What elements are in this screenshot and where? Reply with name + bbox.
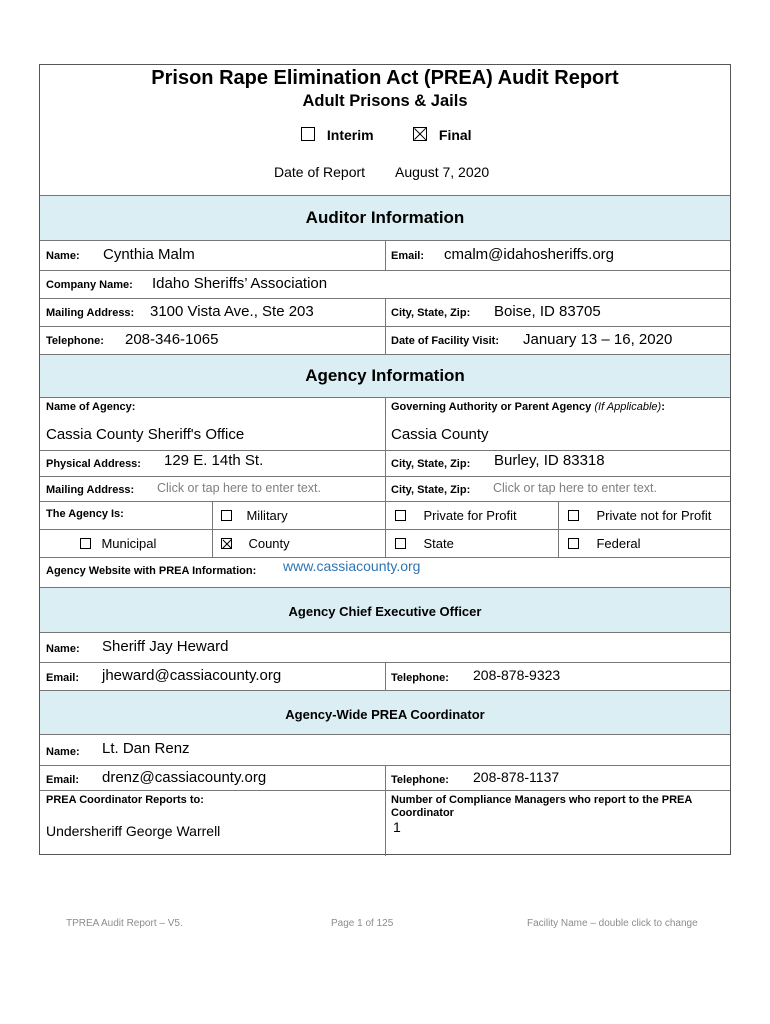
auditor-email[interactable]: cmalm@idahosheriffs.org: [444, 246, 615, 263]
compliance-managers-count[interactable]: 1: [393, 819, 401, 835]
facility-visit-label: Date of Facility Visit:: [391, 335, 499, 347]
agency-row-mailing: [40, 476, 730, 501]
final-option[interactable]: [413, 127, 472, 143]
option-state[interactable]: [395, 535, 454, 553]
agency-mailing-csz-label: City, State, Zip:: [391, 484, 471, 496]
agency-type-row-1: [40, 501, 730, 529]
county-checkbox[interactable]: [221, 538, 232, 549]
auditor-row-mailing: [40, 298, 730, 326]
coordinator-section-header: [40, 690, 730, 734]
option-federal[interactable]: [568, 535, 641, 553]
interim-option[interactable]: [301, 127, 374, 143]
agency-website-label: Agency Website with PREA Information:: [46, 565, 257, 577]
physical-address[interactable]: 129 E. 14th St.: [164, 452, 264, 469]
ceo-row-name: [40, 632, 730, 662]
coordinator-row-contact: [40, 765, 730, 790]
ceo-name-label: Name:: [46, 643, 80, 655]
reports-to[interactable]: Undersheriff George Warrell: [46, 823, 221, 839]
auditor-phone[interactable]: 208-346-1065: [125, 331, 219, 348]
auditor-section-header: [40, 195, 730, 240]
coordinator-email[interactable]: drenz@cassiacounty.org: [102, 769, 267, 786]
physical-address-label: Physical Address:: [46, 458, 141, 470]
governing-authority-label: [391, 401, 665, 413]
auditor-mailing-label: Mailing Address:: [46, 307, 135, 319]
auditor-row-company: [40, 270, 730, 298]
governing-authority-note: (If Applicable): [594, 401, 662, 413]
state-checkbox[interactable]: [395, 538, 406, 549]
option-municipal[interactable]: [80, 535, 156, 553]
military-label: Military: [246, 508, 288, 523]
compliance-managers-label-line-1: Number of Compliance Managers who report to the PREA: [391, 794, 693, 806]
option-county[interactable]: [221, 535, 290, 553]
footer-version: TPREA Audit Report – V5.: [66, 918, 183, 929]
ceo-section-header: [40, 587, 730, 632]
agency-csz-label: City, State, Zip:: [391, 458, 471, 470]
agency-type-label: The Agency Is:: [46, 508, 124, 520]
company-name-label: Company Name:: [46, 279, 133, 291]
coordinator-heading: Agency-Wide PREA Coordinator: [285, 707, 485, 722]
date-of-report-label: Date of Report: [274, 164, 366, 180]
governing-authority[interactable]: Cassia County: [391, 426, 489, 443]
auditor-row-phone: [40, 326, 730, 354]
private-not-for-profit-label: Private not for Profit: [596, 508, 712, 523]
agency-mailing-csz-input[interactable]: Click or tap here to enter text.: [493, 481, 657, 495]
ceo-phone-label: Telephone:: [391, 672, 449, 684]
state-label: State: [423, 536, 454, 551]
agency-row-name: [40, 397, 730, 450]
audit-report-form: [39, 64, 731, 855]
federal-label: Federal: [596, 536, 641, 551]
auditor-mailing-address[interactable]: 3100 Vista Ave., Ste 203: [150, 303, 314, 320]
ceo-heading: Agency Chief Executive Officer: [288, 604, 482, 619]
coordinator-email-label: Email:: [46, 774, 80, 786]
auditor-row-name: [40, 240, 730, 270]
agency-website-link[interactable]: www.cassiacounty.org: [283, 558, 421, 574]
governing-authority-text: Governing Authority or Parent Agency: [391, 401, 592, 413]
agency-type-row-2: [40, 529, 730, 557]
coordinator-phone[interactable]: 208-878-1137: [473, 769, 560, 785]
agency-name-label: Name of Agency:: [46, 401, 136, 413]
company-name[interactable]: Idaho Sheriffs’ Association: [152, 275, 328, 292]
agency-city-state-zip[interactable]: Burley, ID 83318: [494, 452, 605, 469]
option-private-not-for-profit[interactable]: [568, 507, 711, 525]
agency-name[interactable]: Cassia County Sheriff's Office: [46, 426, 245, 443]
military-checkbox[interactable]: [221, 510, 232, 521]
private-for-profit-label: Private for Profit: [423, 508, 517, 523]
facility-visit-date[interactable]: January 13 – 16, 2020: [523, 331, 673, 348]
municipal-label: Municipal: [101, 536, 157, 551]
coordinator-row-reports: [40, 790, 730, 855]
coordinator-phone-label: Telephone:: [391, 774, 449, 786]
agency-mailing-label: Mailing Address:: [46, 484, 135, 496]
ceo-email[interactable]: jheward@cassiacounty.org: [102, 667, 282, 684]
private-not-for-profit-checkbox[interactable]: [568, 510, 579, 521]
final-label: Final: [438, 127, 472, 143]
governing-authority-colon: :: [661, 401, 665, 413]
ceo-row-contact: [40, 662, 730, 690]
report-subtitle: Adult Prisons & Jails: [302, 92, 468, 110]
agency-heading: Agency Information: [305, 366, 465, 385]
ceo-name[interactable]: Sheriff Jay Heward: [102, 638, 229, 655]
coordinator-name[interactable]: Lt. Dan Renz: [102, 740, 190, 757]
agency-row-website: [40, 557, 730, 587]
auditor-email-label: Email:: [391, 250, 425, 262]
final-checkbox[interactable]: [413, 127, 427, 141]
coordinator-row-name: [40, 734, 730, 765]
compliance-managers-label-line-2: Coordinator: [391, 807, 454, 819]
footer-facility-name[interactable]: Facility Name – double click to change: [527, 918, 698, 929]
auditor-name[interactable]: Cynthia Malm: [103, 246, 195, 263]
municipal-checkbox[interactable]: [80, 538, 91, 549]
option-private-for-profit[interactable]: [395, 507, 517, 525]
county-label: County: [248, 536, 290, 551]
auditor-phone-label: Telephone:: [46, 335, 104, 347]
date-of-report-value: August 7, 2020: [395, 164, 490, 180]
federal-checkbox[interactable]: [568, 538, 579, 549]
agency-mailing-input[interactable]: Click or tap here to enter text.: [157, 481, 321, 495]
agency-section-header: [40, 354, 730, 397]
report-title: Prison Rape Elimination Act (PREA) Audit Report: [151, 67, 619, 89]
interim-label: Interim: [326, 127, 374, 143]
auditor-csz-label: City, State, Zip:: [391, 307, 471, 319]
coordinator-name-label: Name:: [46, 746, 80, 758]
footer-page-number: Page 1 of 125: [331, 918, 394, 929]
auditor-city-state-zip[interactable]: Boise, ID 83705: [494, 303, 601, 320]
ceo-phone[interactable]: 208-878-9323: [473, 667, 561, 683]
auditor-heading: Auditor Information: [305, 208, 465, 227]
agency-row-physical: [40, 450, 730, 476]
ceo-email-label: Email:: [46, 672, 80, 684]
reports-to-label: PREA Coordinator Reports to:: [46, 794, 204, 806]
private-for-profit-checkbox[interactable]: [395, 510, 406, 521]
interim-checkbox[interactable]: [301, 127, 315, 141]
option-military[interactable]: [221, 507, 288, 525]
auditor-name-label: Name:: [46, 250, 80, 262]
